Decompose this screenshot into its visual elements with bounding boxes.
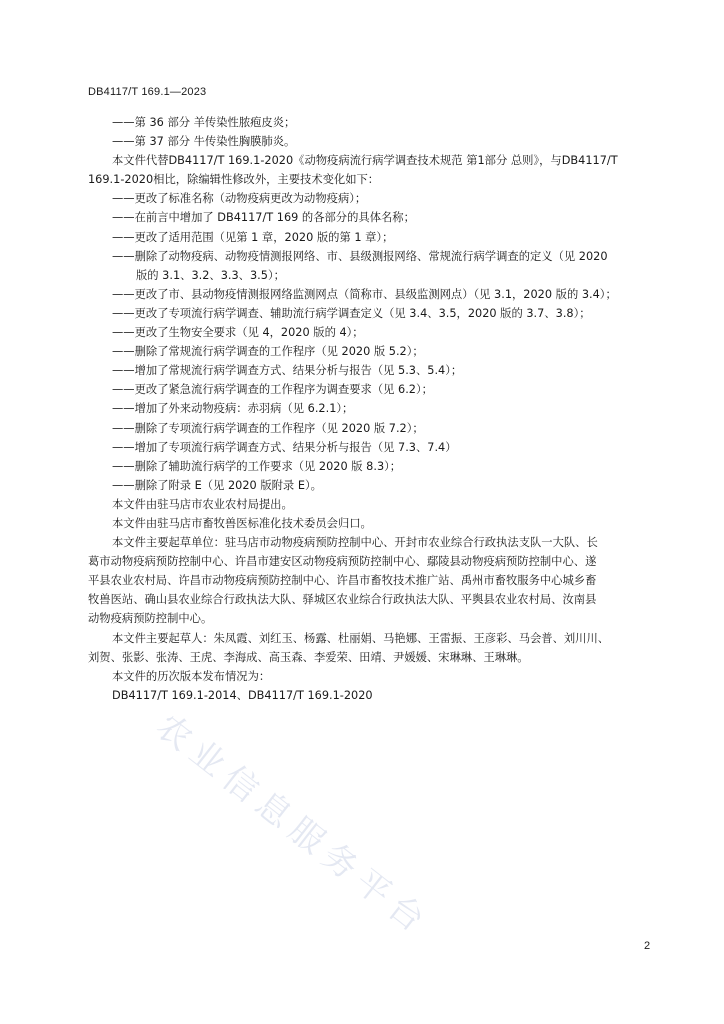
change-item-cont: 版的 3.1、3.2、3.3、3.5）；	[136, 268, 285, 282]
change-item: ——更改了适用范围（见第 1 章，2020 版的第 1 章）；	[112, 230, 394, 244]
change-item: ——在前言中增加了 DB4117/T 169 的各部分的具体名称；	[112, 211, 415, 225]
change-item: ——增加了专项流行病学调查方式、结果分析与报告（见 7.3、7.4）	[112, 440, 457, 454]
replacement-statement-cont: 169.1-2020相比，除编辑性修改外，主要技术变化如下：	[88, 173, 380, 187]
foreword-text	[88, 113, 656, 705]
version-history-intro: 本文件的历次版本发布情况为：	[112, 669, 271, 683]
proposer-statement: 本文件由驻马店市农业农村局提出。	[112, 497, 293, 511]
drafting-units-cont: 牧兽医站、确山县农业综合行政执法大队、驿城区农业综合行政执法大队、平舆县农业农村局、汝南县	[88, 593, 597, 607]
version-history: DB4117/T 169.1-2014、DB4117/T 169.1-2020	[112, 688, 373, 702]
list-item-part-36: ——第 36 部分 羊传染性脓疱皮炎；	[112, 116, 296, 129]
change-item: ——删除了辅助流行病学的工作要求（见 2020 版 8.3）；	[112, 459, 402, 473]
list-item-part-37: ——第 37 部分 牛传染性胸膜肺炎。	[112, 135, 296, 149]
change-item: ——更改了生物安全要求（见 4，2020 版的 4）；	[112, 326, 364, 340]
drafting-units: 本文件主要起草单位：驻马店市动物疫病预防控制中心、开封市农业综合行政执法支队一大队、长	[112, 536, 598, 550]
page-number: 2	[644, 940, 651, 952]
centralized-unit-statement: 本文件由驻马店市畜牧兽医标准化技术委员会归口。	[112, 516, 372, 530]
change-item: ——删除了附录 E（见 2020 版附录 E）。	[112, 478, 322, 492]
drafters-cont: 刘贺、张影、张涛、王虎、李海成、高玉森、李爱荣、田靖、尹媛媛、宋琳琳、王琳琳。	[88, 650, 529, 664]
replacement-statement: 本文件代替DB4117/T 169.1-2020《动物疫病流行病学调查技术规范 第1部分 总则》，与DB4117/T	[112, 154, 618, 168]
change-item: ——更改了紧急流行病学调查的工作程序为调查要求（见 6.2）；	[112, 383, 433, 397]
change-item: ——删除了专项流行病学调查的工作程序（见 2020 版 7.2）；	[112, 421, 424, 435]
watermark: 农业信息服务平台	[148, 706, 438, 945]
drafters: 本文件主要起草人：朱凤霞、刘红玉、杨露、杜丽娟、马艳娜、王雷振、王彦彩、马会普、刘川川、	[112, 631, 610, 645]
change-item: ——更改了专项流行病学调查、辅助流行病学调查定义（见 3.4、3.5，2020 版的 3.7、3.8）；	[112, 306, 591, 320]
standard-id-header: DB4117/T 169.1—2023	[88, 86, 207, 98]
change-item: ——增加了外来动物疫病：赤羽病（见 6.2.1）；	[112, 402, 354, 416]
drafting-units-cont: 葛市动物疫病预防控制中心、许昌市建安区动物疫病预防控制中心、鄢陵县动物疫病预防控制中心、遂	[88, 555, 597, 569]
change-item: ——更改了市、县动物疫情测报网络监测网点（简称市、县级监测网点）（见 3.1，2020 版的 3.4）；	[112, 287, 617, 301]
change-item: ——更改了标准名称（动物疫病更改为动物疫病）；	[112, 192, 367, 206]
change-item: ——删除了常规流行病学调查的工作程序（见 2020 版 5.2）；	[112, 345, 424, 359]
change-item: ——删除了动物疫病、动物疫情测报网络、市、县级测报网络、常规流行病学调查的定义（见 2020	[112, 249, 608, 263]
change-item: ——增加了常规流行病学调查方式、结果分析与报告（见 5.3、5.4）；	[112, 364, 463, 378]
drafting-units-cont: 动物疫病预防控制中心。	[88, 612, 213, 626]
drafting-units-cont: 平县农业农村局、许昌市动物疫病预防控制中心、许昌市畜牧技术推广站、禹州市畜牧服务中心城乡畜	[88, 574, 597, 588]
